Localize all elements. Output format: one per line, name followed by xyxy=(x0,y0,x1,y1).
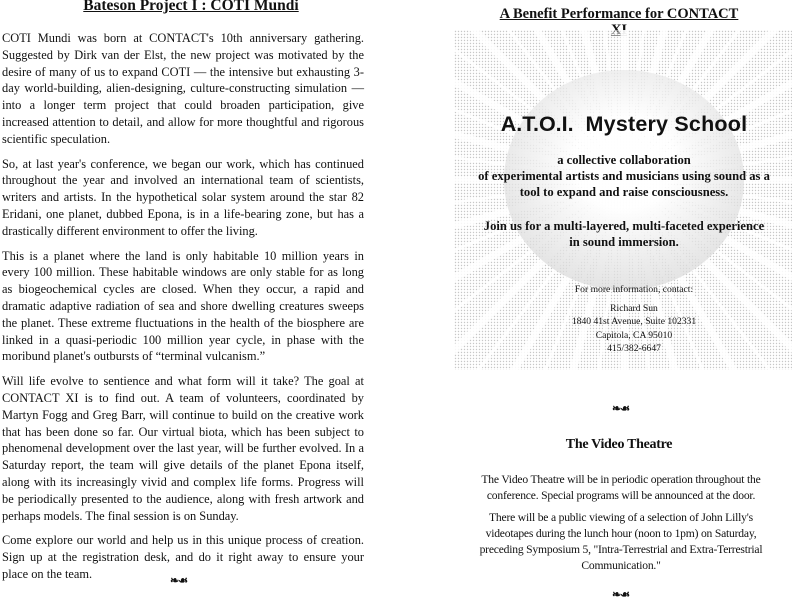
ornament-bottom-icon: ❧☙ xyxy=(612,589,630,601)
paragraph-3: This is a planet where the land is only habitable 10 million years in every 100 million. These habitable windows are only stable for as long as biogeochemical cycles are closed. When they occur, a rapid and dramatic adaptive radiation of sea and shore dwelling creatures sweeps the planet. These extreme fluctuations in the health of the biosphere are linked in a quasi-periodic 100 million year cycle, in phase with the moribund planet's outbursts of “terminal vulcanism.” xyxy=(2,248,364,364)
mystery-school-label: Mystery School xyxy=(585,112,748,136)
ornament-mid-icon: ❧☙ xyxy=(612,403,630,415)
contact-intro: For more information, contact: xyxy=(574,284,694,295)
video-paragraph-1: The Video Theatre will be in periodic operation throughout the conference. Special programs will be announced at the door. xyxy=(481,473,761,502)
video-theatre-text xyxy=(466,472,776,580)
join-line: in sound immersion. xyxy=(569,235,679,249)
contact-city: Capitola, CA 95010 xyxy=(595,329,673,341)
collab-line: a collective collaboration xyxy=(557,153,691,167)
join-text xyxy=(454,218,792,250)
benefit-title: A Benefit Performance for CONTACT xyxy=(499,6,739,22)
paragraph-2: So, at last year's conference, we began our work, which has continued throughout the year and involved an international team of scientists, writers and artists. In the hypothetical solar system around the star 82 Eridani, one planet, dubbed Epona, is in a life-bearing zone, but has a drastically different environment to offer the living. xyxy=(2,156,364,238)
paragraph-1: COTI Mundi was born at CONTACT's 10th anniversary gathering. Suggested by Dirk van der Elst, the new project was motivated by the desire of many of us to expand COTI — the intensive but exhausting 3-day world-building, alien-designing, culture-constructing simulation — into a longer term project that could broaden participation, give increased attention to detail, and allow for more thoughtful and rigorous scientific speculation. xyxy=(2,31,364,146)
article-title: Bateson Project I : COTI Mundi xyxy=(83,0,299,14)
contact-address: 1840 41st Avenue, Suite 102331 xyxy=(571,316,697,328)
collab-line: tool to expand and raise consciousness. xyxy=(519,185,729,199)
contact-name: Richard Sun xyxy=(610,303,658,315)
video-theatre-title: The Video Theatre xyxy=(565,437,673,452)
flyer-panel xyxy=(454,30,792,370)
contact-block xyxy=(534,283,734,355)
contact-phone: 415/382-6647 xyxy=(607,342,661,354)
atoi-label: A.T.O.I. xyxy=(500,112,574,136)
paragraph-5: Come explore our world and help us in this unique process of creation. Sign up at the registration desk, and do it right away to ensure your place on the team. xyxy=(2,533,364,581)
join-line: Join us for a multi-layered, multi-faceted experience xyxy=(483,219,765,233)
ornament-icon: ❧☙ xyxy=(170,575,188,587)
left-column xyxy=(0,0,364,591)
flyer-heading xyxy=(454,112,792,137)
video-paragraph-2: There will be a public viewing of a selection of John Lilly's videotapes during the lunch hour (noon to 1pm) on Saturday, preceding Symposium 5, "Intra-Terrestrial and Extra-Terrestrial Communication." xyxy=(479,511,763,572)
paragraph-4: Will life evolve to sentience and what form will it take? The goal at CONTACT XI is to find out. A team of volunteers, coordinated by Martyn Fogg and Greg Barr, will continue to build on the creative work that has been done so far. Our virtual biota, which has been subject to phenomenal development over the last year, will be further evolved. In a Saturday report, the team will give details of the planet Epona itself, along with its increasingly vivid and complex life forms. Progress will be periodically presented to the audience, along with fresh artwork and perhaps models. The final session is on Sunday. xyxy=(2,374,364,523)
collab-text xyxy=(454,152,792,200)
right-column xyxy=(446,0,792,600)
collab-line: of experimental artists and musicians using sound as a xyxy=(478,169,770,183)
